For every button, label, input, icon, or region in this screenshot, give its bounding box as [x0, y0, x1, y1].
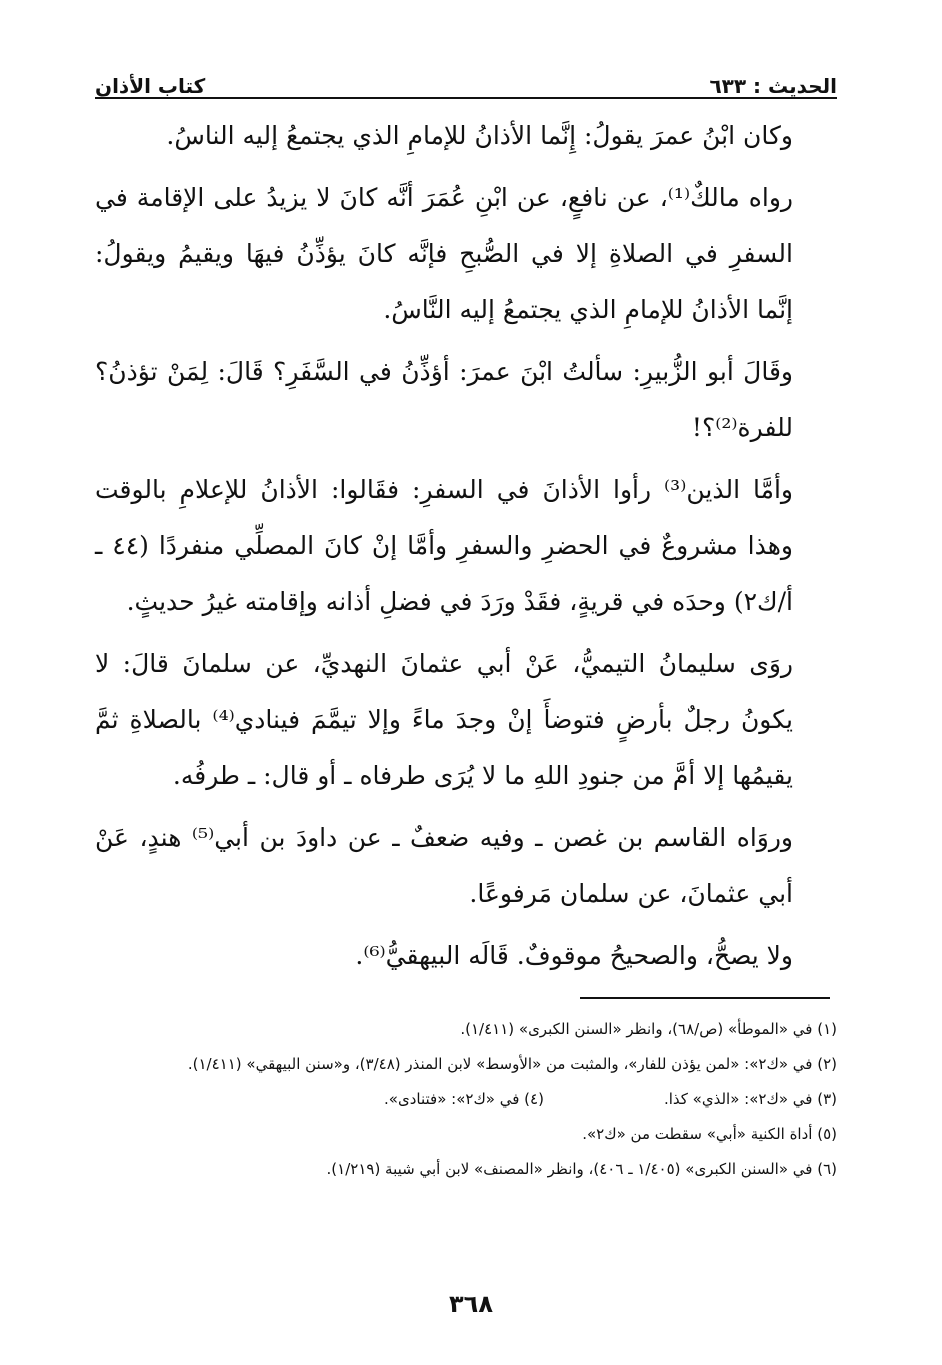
paragraph-5: روَى سليمانُ التيميُّ، عَنْ أبي عثمانَ النهديِّ، عن سلمانَ قالَ: لا يكونُ رجلٌ بأرضٍ فتوضأَ إنْ وجدَ ماءً وإلا تيمَّمَ فينادي⁽⁴⁾ بالصلاةِ ثمَّ يقيمُها إلا أمَّ من جنودِ اللهِ ما لا يُرَى طرفاه ـ أو قال: ـ طرفُه.	[95, 649, 793, 790]
header-hadith-number: الحديث : ٦٣٣	[709, 74, 837, 98]
footnote-3: (٣) في «ك٢»: «الذي» كذا.	[663, 1090, 837, 1108]
footnote-1: (١) في «الموطأ» (ص/٦٨)، وانظر «السنن الكبرى» (١/٤١١).	[460, 1020, 837, 1038]
footnote-4: (٤) في «ك٢»: «فتنادى».	[384, 1090, 544, 1108]
footnote-5: (٥) أداة الكنية «أبي» سقطت من «ك٢».	[582, 1125, 837, 1143]
footnotes	[95, 1012, 837, 1187]
header-divider	[95, 97, 837, 99]
paragraph-7: ولا يصحُّ، والصحيحُ موقوفٌ. قَالَه البيهقيُّ⁽⁶⁾.	[355, 941, 793, 970]
footnote-row-3-4	[95, 1082, 837, 1117]
footnote-2: (٢) في «ك٢»: «لمن يؤذن للفار»، والمثبت من «الأوسط» لابن المنذر (٣/٤٨)، و«سنن البيهقي» (١/٤١١).	[187, 1055, 837, 1073]
paragraph-6: وروَاه القاسم بن غصن ـ وفيه ضعفٌ ـ عن داودَ بن أبي⁽⁵⁾ هندٍ، عَنْ أبي عثمانَ، عن سلمان مَرفوعًا.	[95, 823, 793, 908]
footnote-divider	[580, 997, 830, 999]
paragraph-3: وقَالَ أبو الزُّبيرِ: سألتُ ابْنَ عمرَ: أؤذِّنُ في السَّفَرِ؟ قَالَ: لِمَنْ تؤذنُ؟ للفرة⁽²⁾؟!	[95, 357, 793, 442]
running-header	[95, 58, 837, 98]
paragraph-1: وكان ابْنُ عمرَ يقولُ: إِنَّما الأذانُ للإمامِ الذي يجتمعُ إليه الناسُ.	[166, 121, 793, 150]
header-chapter-title: كتاب الأذان	[95, 74, 206, 98]
main-text	[95, 108, 837, 990]
page-number: ٣٦٨	[449, 1290, 493, 1318]
footnote-6: (٦) في «السنن الكبرى» (١/٤٠٥ ـ ٤٠٦)، وانظر «المصنف» لابن أبي شيبة (١/٢١٩).	[326, 1160, 837, 1178]
paragraph-4: وأمَّا الذين⁽³⁾ رأوا الأذانَ في السفرِ: فقَالوا: الأذانُ للإعلامِ بالوقت وهذا مشروعٌ في الحضرِ والسفرِ وأمَّا إنْ كانَ المصلِّي منفردًا (٤٤ ـ أ/ك٢) وحدَه في قريةٍ، فقَدْ ورَدَ في فضلِ أذانه وإقامته غيرُ حديثٍ.	[95, 475, 793, 616]
paragraph-2: رواه مالكٌ⁽¹⁾، عن نافعٍ، عن ابْنِ عُمَرَ أنَّه كانَ لا يزيدُ على الإقامة في السفرِ في الصلاةِ إلا في الصُّبحِ فإنَّه كانَ يؤذِّنُ فيهَا ويقيمُ ويقولُ: إنَّما الأذانُ للإمامِ الذي يجتمعُ إليه النَّاسُ.	[95, 183, 793, 324]
